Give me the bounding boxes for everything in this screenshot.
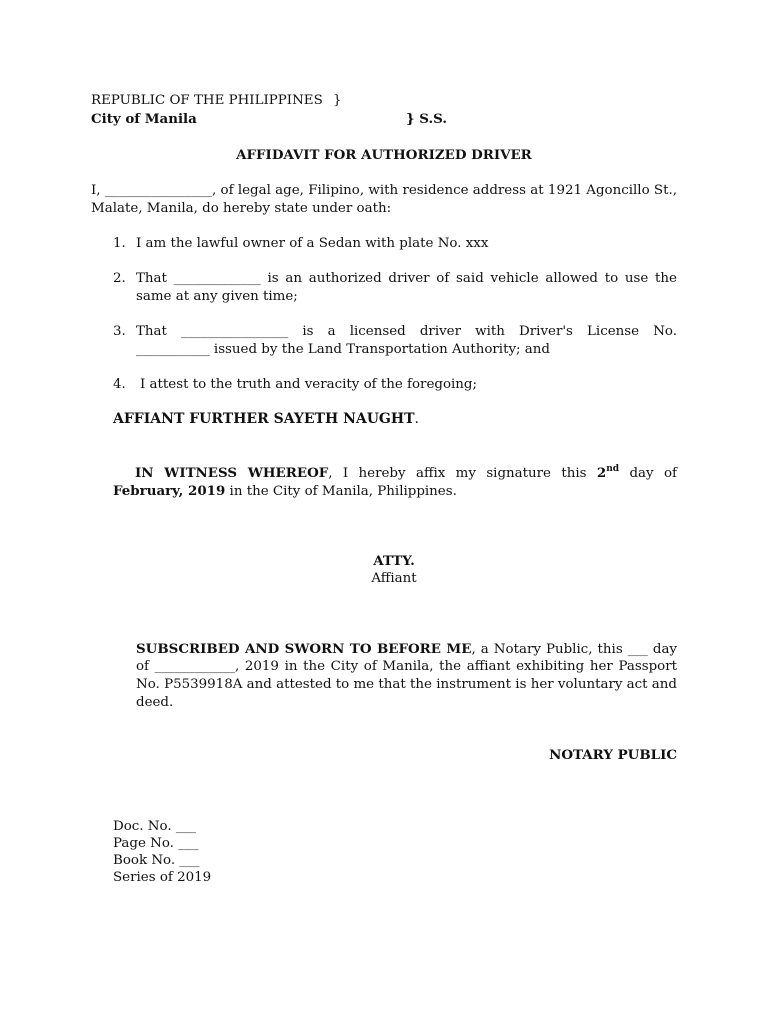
witness-text-2: day of (619, 466, 677, 481)
jurat-text-1: , a Notary Public, this ___ day (471, 642, 677, 657)
item-2-text-line-1: That _____________ is an authorized driver of said vehicle allowed to use the (136, 271, 677, 286)
item-4-text: I attest to the truth and veracity of the foregoing; (140, 377, 478, 392)
republic-label: REPUBLIC OF THE PHILIPPINES (91, 93, 323, 108)
affiant-role: Affiant (371, 571, 417, 586)
item-number: 4. (113, 377, 126, 392)
item-1-text: I am the lawful owner of a Sedan with plate No. xxx (136, 236, 489, 251)
witness-line-1 (113, 464, 677, 483)
item-3-text-line-2: ___________ issued by the Land Transportation Authority; and (136, 342, 550, 357)
jurat-bold: SUBSCRIBED AND SWORN TO BEFORE ME (136, 641, 472, 657)
item-3-text-line-1: That ________________ is a licensed driver with Driver's License No. (136, 324, 677, 339)
witness-bold: IN WITNESS WHEREOF (135, 465, 329, 481)
intro-line-2: Malate, Manila, do hereby state under oath: (91, 201, 392, 216)
item-number: 1. (113, 236, 126, 251)
header-republic-line (91, 92, 342, 110)
jurat-line-4: deed. (136, 695, 174, 710)
item-number: 2. (113, 271, 126, 286)
further-sayeth-period: . (414, 411, 419, 427)
series-year: Series of 2019 (113, 870, 212, 885)
further-sayeth-bold: AFFIANT FURTHER SAYETH NAUGHT (113, 411, 415, 427)
header-brace: } (333, 93, 342, 108)
item-number: 3. (113, 324, 126, 339)
document-title: AFFIDAVIT FOR AUTHORIZED DRIVER (236, 147, 532, 163)
affiant-name: ATTY. (373, 553, 415, 569)
city-label: City of Manila (91, 111, 197, 127)
intro-line-1: I, ________________, of legal age, Filipino, with residence address at 1921 Agoncillo St., (91, 183, 677, 198)
jurat-line-1 (136, 640, 677, 659)
witness-day-suffix: nd (606, 464, 620, 474)
witness-line-2 (113, 482, 457, 501)
ss-label: } S.S. (406, 111, 447, 127)
jurat-line-3: No. P5539918A and attested to me that the instrument is her voluntary act and (136, 677, 677, 692)
jurat-line-2: of ____________, 2019 in the City of Manila, the affiant exhibiting her Passport (136, 659, 677, 674)
further-sayeth-line (113, 410, 419, 428)
doc-number: Doc. No. ___ (113, 819, 196, 834)
witness-text-3: in the City of Manila, Philippines. (225, 484, 457, 499)
witness-day-number: 2 (596, 465, 607, 481)
book-number: Book No. ___ (113, 853, 200, 868)
witness-month-year: February, 2019 (113, 483, 226, 499)
item-2-text-line-2: same at any given time; (136, 289, 298, 304)
notary-public-label: NOTARY PUBLIC (549, 747, 677, 763)
witness-text-1: , I hereby affix my signature this (328, 466, 597, 481)
page-number: Page No. ___ (113, 836, 199, 851)
